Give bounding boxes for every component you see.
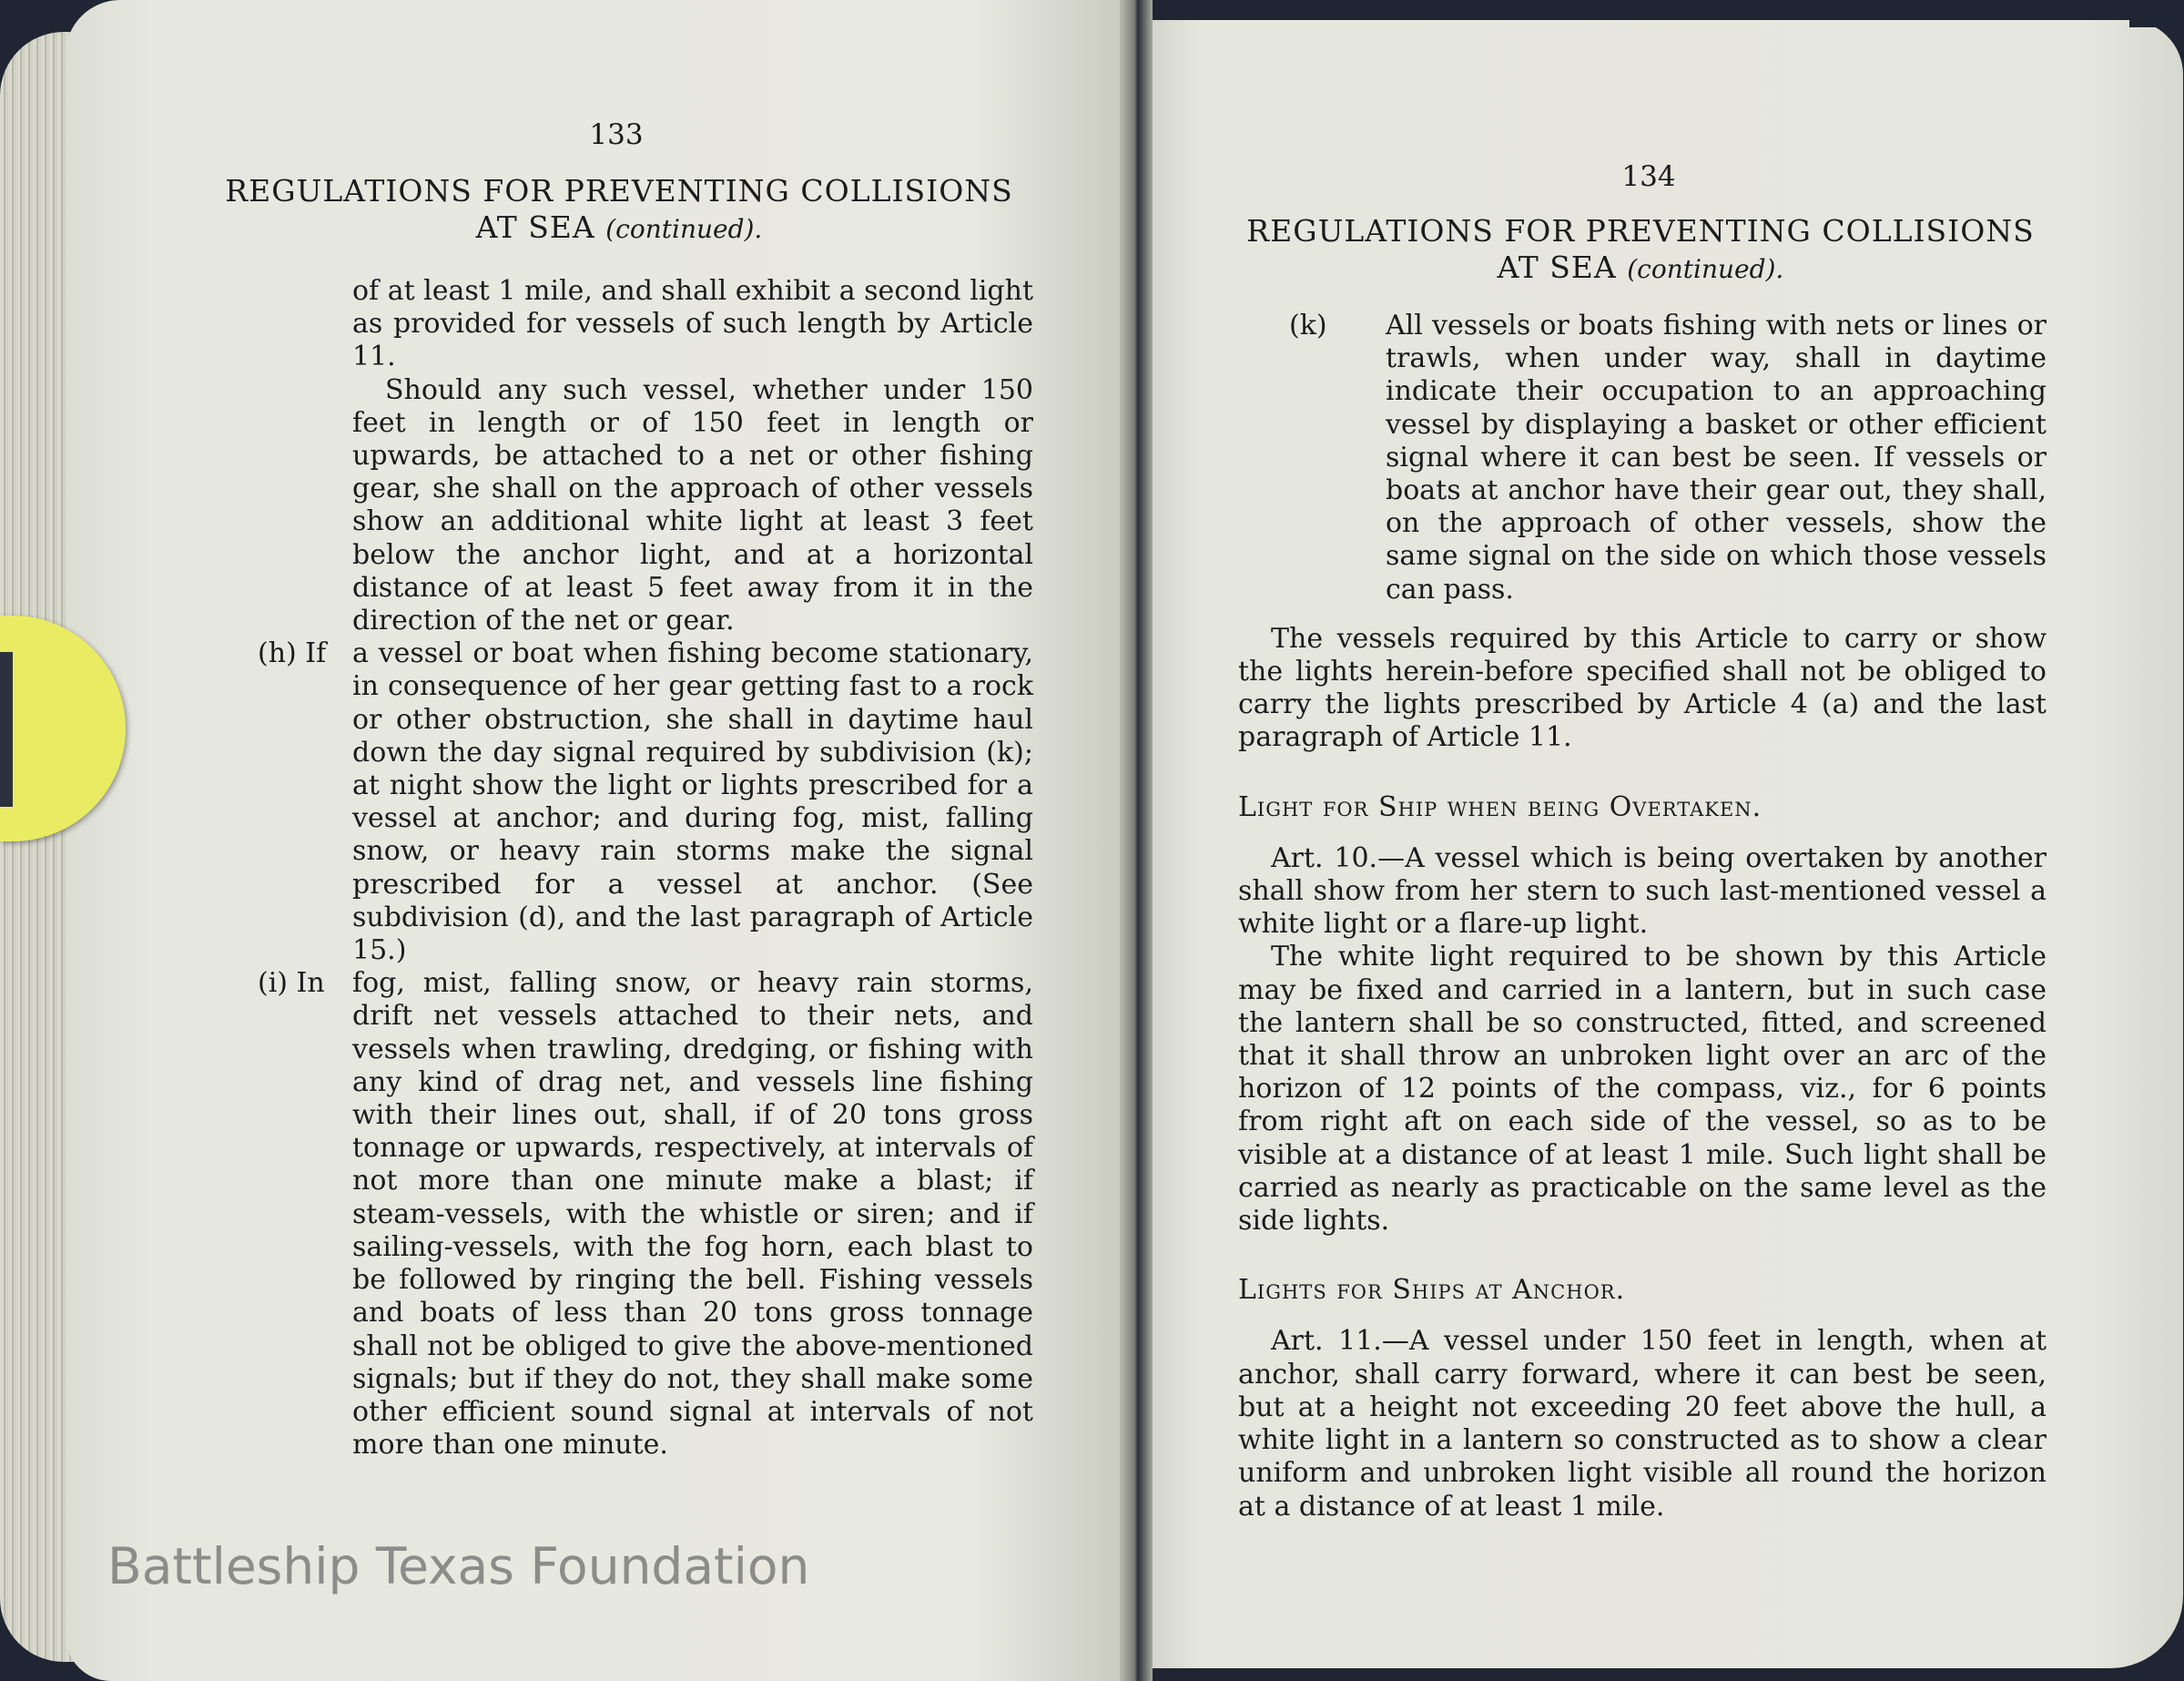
right-heading-at-sea: AT SEA [1497, 250, 1617, 285]
background-corner [2129, 0, 2184, 27]
item-i-text: fog, mist, falling snow, or heavy rain storms, drift net vessels attached to their nets, and vessels when trawling, dredging, or fishing with any kind of drag net, and vessels line fishing with their lines out, shall, if of 20 tons gross tonnage or upwards, respectively, at intervals of not more than one minute make a blast; if steam-vessels, with the whistle or siren; and if sailing-vessels, with the fog horn, each blast to be followed by ringing the bell. Fishing vessels and boats of less than 20 tons gross tonnage shall not be obliged to give the above-mentioned signals; but if they do not, they shall make some other efficient sound signal at intervals of not more than one minute. [352, 967, 1033, 1462]
art11-paragraph-1: Art. 11.—A vessel under 150 feet in length, when at anchor, shall carry forward, where it can best be seen, but at a height not exceeding 20 feet above the hull, a white light in a lantern so constructed as to show a clear uniform and unbroken light visible all round the horizon at a distance of at least 1 mile. [1238, 1325, 2047, 1523]
item-k [1289, 310, 2047, 606]
item-h-mark: (h) If [258, 637, 327, 670]
left-heading-at-sea: AT SEA [475, 209, 595, 245]
item-k-text: All vessels or boats fishing with nets or lines or trawls, when under way, shall in daytime indicate their occupation to an approaching vessel by displaying a basket or other efficient signal where it can best be seen. If vessels or boats at anchor have their gear out, they shall, on the approach of other vessels, show the same signal on the side on which those vessels can pass. [1386, 310, 2047, 606]
art10-paragraph-2: The white light required to be shown by this Article may be fixed and carried in a lantern, but in such case the lantern shall be so constructed, fitted, and screened that it shall throw an unbroken light over an arc of the horizon of 12 points of the compass, viz., for 6 points from right aft on each side of the vessel, so as to be visible at a distance of at least 1 mile. Such light shall be carried as nearly as practicable on the same level as the side lights. [1238, 941, 2047, 1238]
right-heading-line1: REGULATIONS FOR PREVENTING COLLISIONS [1246, 213, 2035, 249]
item-k-mark: (k) [1289, 310, 1327, 341]
vessels-paragraph: The vessels required by this Article to carry or show the lights herein-before specified shall not be obliged to carry the lights prescribed by Article 4 (a) and the last paragraph of Article 11. [1238, 622, 2047, 754]
book-gutter [1120, 0, 1153, 1681]
continuation-paragraph: of at least 1 mile, and shall exhibit a second light as provided for vessels of such length by Article 11. [352, 275, 1034, 373]
section-title-anchor: Lights for Ships at Anchor. [1238, 1274, 1626, 1307]
item-h-text: a vessel or boat when fishing become stationary, in consequence of her gear getting fast to a rock or other obstruction, she shall in daytime haul down the day signal required by subdivision (k); at night show the light or lights prescribed for a vessel at anchor; and during fog, mist, falling snow, or heavy rain storms make the signal prescribed for a vessel at anchor. (See subdivision (d), and the last paragraph of Article 15.) [352, 637, 1033, 967]
right-heading-continued: (continued). [1627, 254, 1784, 284]
right-page-body [1238, 310, 2047, 1523]
right-heading-line2 [1231, 250, 2050, 288]
item-h [258, 637, 1033, 967]
left-heading-line2 [182, 209, 1056, 248]
watermark: Battleship Texas Foundation [107, 1537, 810, 1595]
left-page-heading [182, 173, 1056, 248]
left-page-body [258, 275, 1034, 1462]
section-title-overtaken: Light for Ship when being Overtaken. [1238, 790, 1762, 823]
tab-strip [0, 652, 13, 807]
item-i [258, 967, 1033, 1462]
left-heading-line1: REGULATIONS FOR PREVENTING COLLISIONS [225, 173, 1013, 209]
left-heading-continued: (continued). [605, 214, 763, 244]
item-i-mark: (i) In [258, 967, 325, 1000]
art10-paragraph-1: Art. 10.—A vessel which is being overtaken by another shall show from her stern to such last-mentioned vessel a white light or a flare-up light. [1238, 841, 2047, 941]
right-page-heading [1231, 213, 2050, 288]
right-page-number: 134 [1621, 160, 1676, 193]
left-page-number: 133 [589, 118, 644, 151]
fishing-gear-paragraph: Should any such vessel, whether under 150 feet in length or of 150 feet in length or upwards, be attached to a net or other fishing gear, she shall on the approach of other vessels show an additional white light at least 3 feet below the anchor light, and at a horizontal distance of at least 5 feet away from it in the direction of the net or gear. [352, 373, 1033, 637]
